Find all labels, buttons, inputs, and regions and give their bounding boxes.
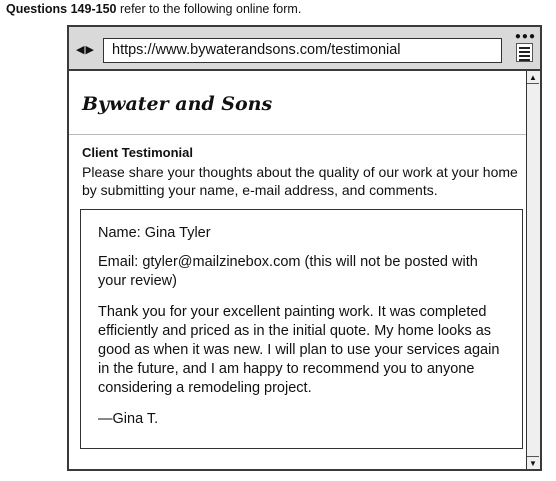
vertical-scrollbar[interactable] [526,71,540,469]
name-field[interactable]: Name: Gina Tyler [98,225,211,241]
title-divider [69,134,528,135]
site-title: Bywater and Sons [82,93,273,115]
scroll-down-icon[interactable]: ▼ [527,456,539,469]
scroll-up-icon[interactable]: ▲ [527,71,539,84]
email-field[interactable]: Email: gtyler@mailzinebox.com (this will not be posted with your review) [98,254,478,289]
browser-window [67,25,542,471]
browser-toolbar [69,27,540,71]
question-header [6,2,301,16]
testimonial-form[interactable] [80,209,523,449]
page-content [69,71,528,469]
section-title: Client Testimonial [82,145,193,160]
question-instructions: refer to the following online form. [119,2,302,16]
comments-field[interactable]: Thank you for your excellent painting work. It was completed efficiently and priced as in the initial quote. My home looks as good as when it was new. I will plan to use your services again in the future, and I am happy to recommend you to anyone considering a remodeling project. [98,304,500,396]
question-range: Questions 149-150 [6,2,117,16]
menu-icon[interactable] [516,43,533,62]
intro-text: Please share your thoughts about the quality of our work at your home by submitting your name, e-mail address, and comments. [82,164,518,198]
back-forward-icon[interactable]: ◀ ▶ [76,44,93,56]
address-bar[interactable]: https://www.bywaterandsons.com/testimonial [103,38,502,63]
window-controls-icon[interactable]: ●●● [514,31,536,42]
signature: —Gina T. [98,411,159,427]
